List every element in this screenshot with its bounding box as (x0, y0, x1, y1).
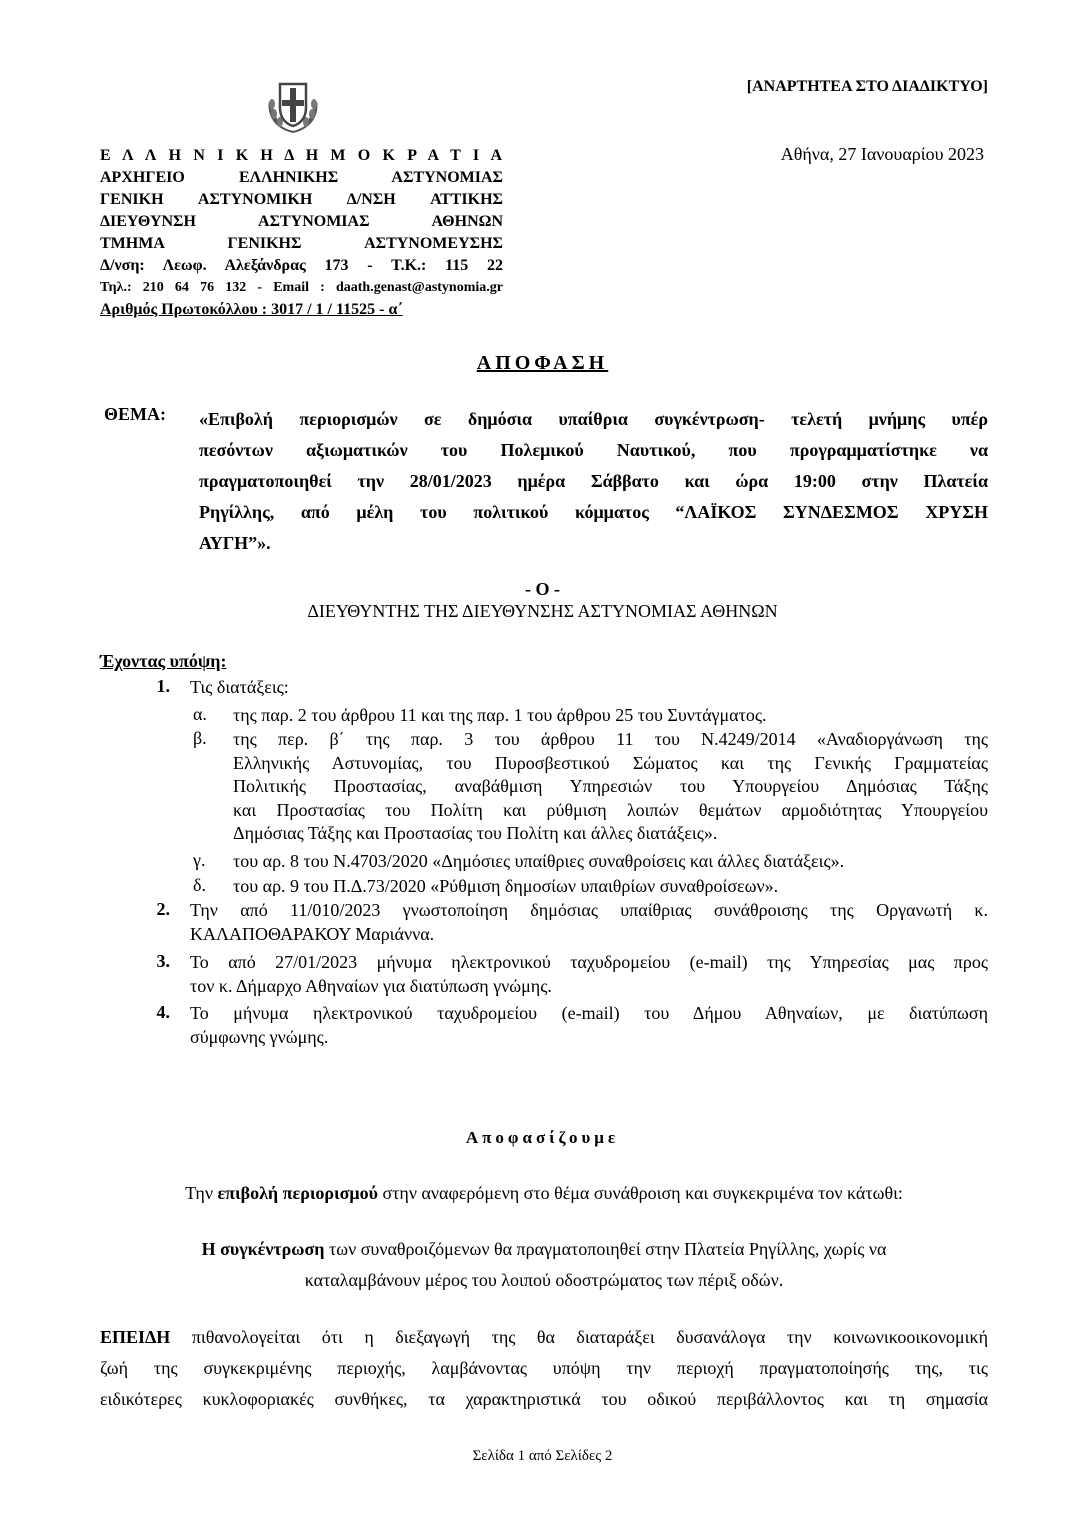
bold-span: ΕΠΕΙΔΗ (100, 1327, 171, 1347)
subitem-line: Δημόσιας Τάξης και Προστασίας του Πολίτη και άλλες διατάξεις». (233, 823, 718, 843)
item-line: Την από 11/010/2023 γνωστοποίηση δημόσιας υπαίθριας συνάθροισης της Οργανωτή κ. (190, 900, 988, 920)
letterhead (100, 145, 503, 321)
paragraph-line: καταλαμβάνουν μέρος του λοιπού οδοστρώματος των πέριξ οδών. (304, 1270, 784, 1290)
item-number: 4. (156, 1002, 170, 1022)
item-line: Το μήνυμα ηλεκτρονικού ταχυδρομείου (e-mail) του Δήμου Αθηναίων, με διατύπωση (190, 1003, 988, 1023)
republic-line: Ε Λ Λ Η Ν Ι Κ Η Δ Η Μ Ο Κ Ρ Α Τ Ι Α (100, 147, 503, 164)
text-span: πιθανολογείται ότι η διεξαγωγή της θα διαταράξει δυσανάλογα την κοινωνικοοικονομική (170, 1327, 988, 1347)
subject-line: «Επιβολή περιορισμών σε δημόσια υπαίθρια συγκέντρωση- τελετή μνήμης υπέρ (199, 409, 988, 429)
document-date: Αθήνα, 27 Ιανουαρίου 2023 (780, 144, 984, 164)
subject-line: πραγματοποιηθεί την 28/01/2023 ημέρα Σάββατο και ώρα 19:00 στην Πλατεία (199, 471, 988, 491)
item-text (190, 1002, 988, 1049)
greek-emblem-icon (262, 74, 324, 138)
document-title: ΑΠΟΦΑΣΗ (476, 352, 609, 374)
subitem-line: Ελληνικής Αστυνομίας, του Πυροσβεστικού Σώματος και της Γενικής Γραμματείας (233, 752, 988, 773)
subitem-text: του αρ. 8 του Ν.4703/2020 «Δημόσιες υπαίθριες συναθροίσεις και άλλες διατάξεις». (233, 851, 845, 871)
text-span: των συναθροιζόμενων θα πραγματοποιηθεί στην Πλατεία Ρηγίλλης, χωρίς να (324, 1239, 887, 1259)
gathering-paragraph (100, 1234, 988, 1296)
subitem-letter: α. (193, 704, 207, 724)
item-line: ΚΑΛΑΠΟΘΑΡΑΚΟΥ Μαριάννα. (190, 923, 435, 944)
subitem-line: της περ. β΄ της παρ. 3 του άρθρου 11 του Ν.4249/2014 «Αναδιοργάνωση της (233, 729, 988, 749)
subject-line: ΑΥΓΗ”». (199, 533, 271, 553)
contact-line: Τηλ.: 210 64 76 132 - Email : daath.genast@astynomia.gr (100, 280, 503, 295)
subject-text (199, 404, 988, 559)
subject-label: ΘΕΜΑ: (104, 404, 166, 424)
whereas-paragraph (100, 1322, 988, 1415)
subject-line: πεσόντων αξιωματικών του Πολεμικού Ναυτικού, που προγραμματίστηκε να (199, 440, 988, 460)
bold-span: Η συγκέντρωση (201, 1239, 325, 1259)
paragraph-line (100, 1234, 988, 1265)
posting-notice: [ΑΝΑΡΤΗΤΕΑ ΣΤΟ ΔΙΑΔΙΚΤΥΟ] (746, 78, 988, 95)
bold-span: επιβολή περιορισμού (217, 1183, 378, 1203)
restriction-paragraph (100, 1178, 988, 1209)
item-text (190, 899, 988, 946)
item-text: Τις διατάξεις: (190, 677, 289, 697)
subitem-text (233, 728, 988, 846)
text-span: Την (185, 1183, 218, 1203)
subitem-line: και Προστασίας του Πολίτη και ρύθμιση λοιπών θεμάτων αρμοδιότητας Υπουργείου (233, 799, 988, 820)
subitem-text: της παρ. 2 του άρθρου 11 και της παρ. 1 του άρθρου 25 του Συντάγματος. (233, 705, 767, 725)
hq-line: ΑΡΧΗΓΕΙΟ ΕΛΛΗΝΙΚΗΣ ΑΣΤΥΝΟΜΙΑΣ (100, 169, 503, 186)
police-directorate-line: ΔΙΕΥΘΥΝΣΗ ΑΣΤΥΝΟΜΙΑΣ ΑΘΗΝΩΝ (100, 213, 503, 230)
subitem-letter: γ. (193, 850, 206, 870)
considering-heading: Έχοντας υπόψη: (100, 651, 227, 671)
item-number: 2. (156, 899, 170, 919)
subitem-line: Πολιτικής Προστασίας, αναβάθμιση Υπηρεσιών του Υπουργείου Δημόσιας Τάξης (233, 776, 988, 796)
item-line: σύμφωνης γνώμης. (190, 1026, 329, 1047)
subject-line: Ρηγίλλης, από μέλη του πολιτικού κόμματος “ΛΑΪΚΟΣ ΣΥΝΔΕΣΜΟΣ ΧΡΥΣΗ (199, 502, 988, 522)
item-number: 3. (156, 951, 170, 971)
subitem-text: του αρ. 9 του Π.Δ.73/2020 «Ρύθμιση δημοσίων υπαιθρίων συναθροίσεων». (233, 876, 779, 896)
item-line: Το από 27/01/2023 μήνυμα ηλεκτρονικού ταχυδρομείου (e-mail) της Υπηρεσίας μας προς (190, 952, 988, 972)
address-line: Δ/νση: Λεωφ. Αλεξάνδρας 173 - Τ.Κ.: 115 22 (100, 257, 503, 274)
directorate-line: ΓΕΝΙΚΗ ΑΣΤΥΝΟΜΙΚΗ Δ/ΝΣΗ ΑΤΤΙΚΗΣ (100, 191, 503, 208)
subitem-letter: δ. (193, 875, 206, 895)
paragraph-line (100, 1322, 988, 1353)
o-label: - Ο - (525, 579, 560, 599)
subitem-letter: β. (193, 728, 207, 748)
paragraph-line: ζωή της συγκεκριμένης περιοχής, λαμβάνοντας υπόψη την περιοχή πραγματοποίησής της, τις (100, 1358, 988, 1378)
director-title: ΔΙΕΥΘΥΝΤΗΣ ΤΗΣ ΔΙΕΥΘΥΝΣΗΣ ΑΣΤΥΝΟΜΙΑΣ ΑΘΗΝΩΝ (307, 601, 778, 621)
paragraph-line: ειδικότερες κυκλοφοριακές συνθήκες, τα χαρακτηριστικά του οδικού περιβάλλοντος και τη σημασία (100, 1389, 988, 1409)
protocol-number: Αριθμός Πρωτοκόλλου : 3017 / 1 / 11525 - α΄ (100, 301, 403, 318)
item-line: τον κ. Δήμαρχο Αθηναίων για διατύπωση γνώμης. (190, 975, 552, 996)
text-span: στην αναφερόμενη στο θέμα συνάθροιση και συγκεκριμένα τον κάτωθι: (377, 1183, 903, 1203)
page-footer: Σελίδα 1 από Σελίδες 2 (472, 1448, 613, 1464)
decision-heading: Αποφασίζουμε (465, 1128, 620, 1147)
department-line: ΤΜΗΜΑ ΓΕΝΙΚΗΣ ΑΣΤΥΝΟΜΕΥΣΗΣ (100, 235, 503, 252)
item-text (190, 951, 988, 998)
item-number: 1. (156, 676, 170, 696)
